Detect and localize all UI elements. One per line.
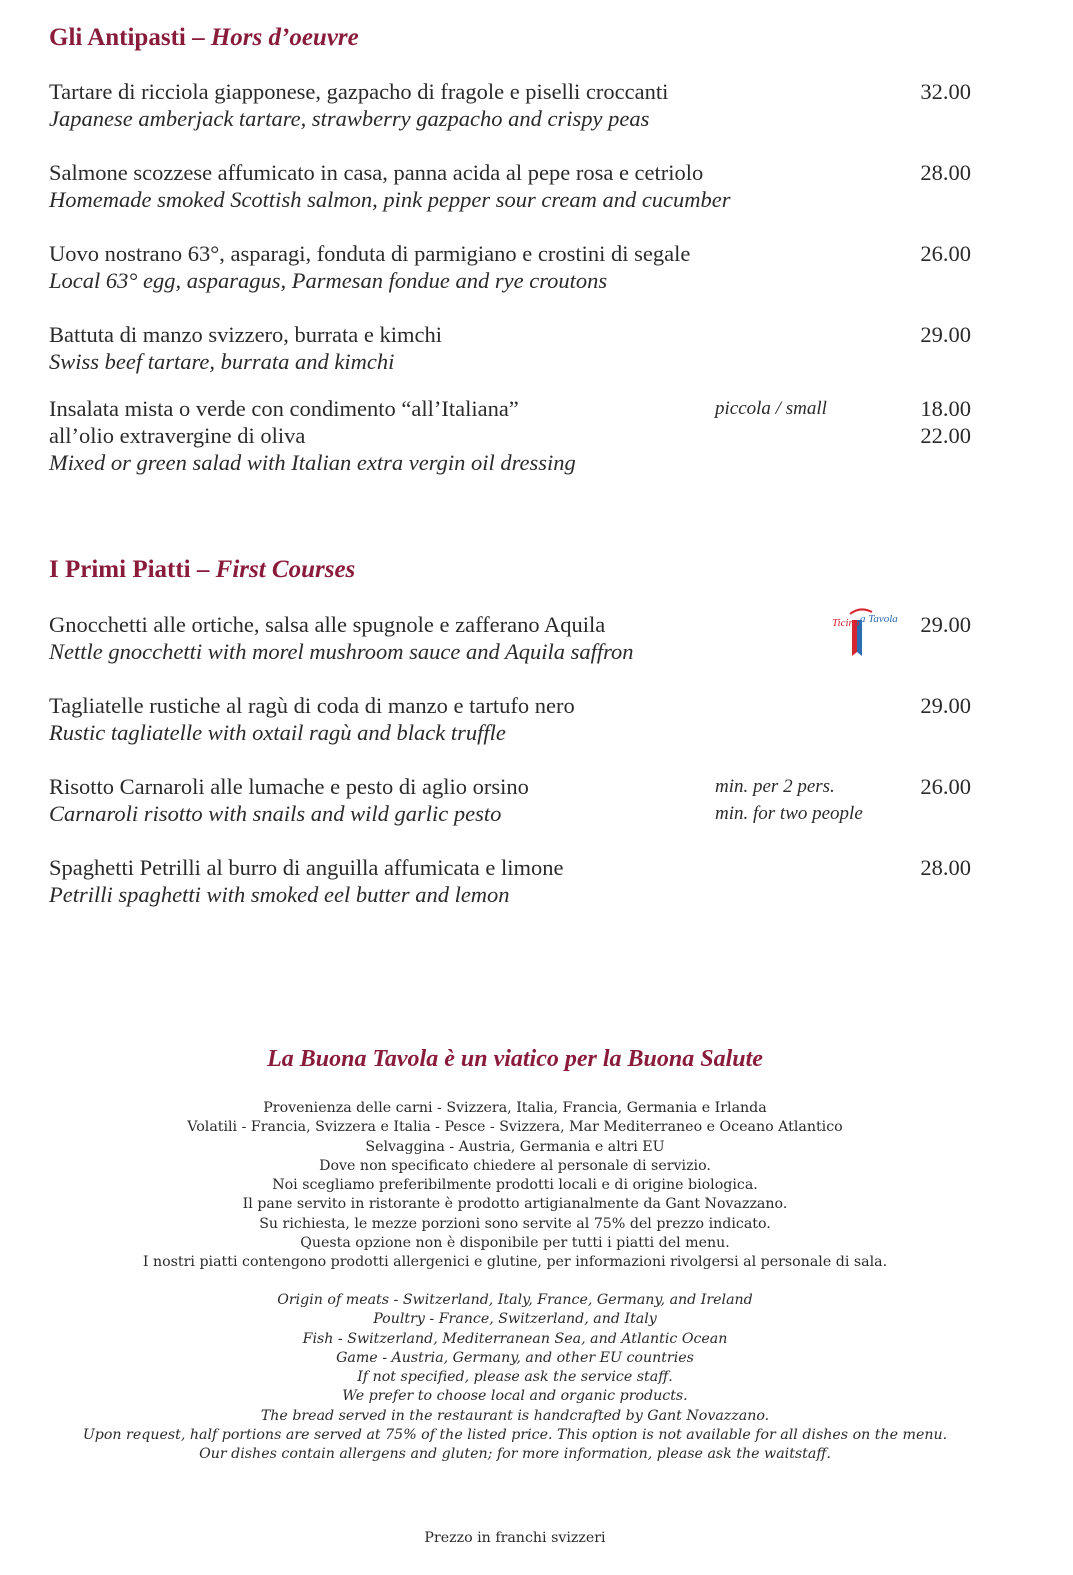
info-line: Il pane servito in ristorante è prodotto artigianalmente da Gant Novazzano. [242,1196,788,1213]
dish-name-en: Rustic tagliatelle with oxtail ragù and black truffle [49,720,506,745]
dish-name-it: Battuta di manzo svizzero, burrata e kimchi [49,322,442,347]
info-line: If not specified, please ask the service staff. [357,1369,673,1386]
dish-price: 29.00 [920,322,971,347]
primi-title [49,556,355,584]
info-line: I nostri piatti contengono prodotti allergenici e glutine, per informazioni rivolgersi al personale di sala. [142,1254,888,1271]
dish-name-it: Salmone scozzese affumicato in casa, panna acida al pepe rosa e cetriolo [49,160,704,185]
menu-item [49,240,979,294]
menu-item-salad [49,395,979,476]
info-english [0,1291,1030,1465]
info-line: Volatili - Francia, Svizzera e Italia - Pesce - Svizzera, Mar Mediterraneo e Oceano Atlantico [187,1119,843,1136]
menu-item [49,692,979,746]
dish-price: 28.00 [920,855,971,880]
dish-name-en: Petrilli spaghetti with smoked eel butter and lemon [49,882,510,907]
menu-item [49,321,979,375]
dish-price: 29.00 [920,693,971,718]
menu-item [49,611,979,665]
antipasti-title [49,24,359,52]
minimum-note-it: min. per 2 pers. [715,776,835,797]
info-line: Su richiesta, le mezze porzioni sono servite al 75% del prezzo indicato. [259,1215,771,1232]
motto-heading: La Buona Tavola è un viatico per la Buona Salute [267,1046,763,1072]
info-line: Provenienza delle carni - Svizzera, Italia, Francia, Germania e Irlanda [263,1100,767,1116]
dish-name-en: Japanese amberjack tartare, strawberry gazpacho and crispy peas [49,106,650,131]
antipasti-title-it: Gli Antipasti [49,24,186,51]
primi-title-separator: – [196,556,210,583]
info-line: Noi scegliamo preferibilmente prodotti locali e di origine biologica. [272,1177,758,1194]
dish-name-it: Uovo nostrano 63°, asparagi, fonduta di parmigiano e crostini di segale [49,241,691,266]
dish-name-en: Swiss beef tartare, burrata and kimchi [49,349,395,374]
info-line: Selvaggina - Austria, Germania e altri EU [365,1138,665,1155]
info-line: Fish - Switzerland, Mediterranean Sea, and Atlantic Ocean [302,1330,728,1347]
dish-price: 29.00 [920,612,971,637]
dish-name-it: Risotto Carnaroli alle lumache e pesto di aglio orsino [49,774,529,799]
dish-price-small: 18.00 [920,396,971,421]
antipasti-title-en: Hors d’oeuvre [210,24,359,51]
dish-name-it: Spaghetti Petrilli al burro di anguilla affumicata e limone [49,855,564,880]
dish-name-en: Mixed or green salad with Italian extra vergin oil dressing [49,450,576,475]
info-italian [0,1099,1030,1273]
info-line: Our dishes contain allergens and gluten; for more information, please ask the waitstaff. [199,1446,831,1463]
dish-price: 26.00 [920,241,971,266]
dish-price-large: 22.00 [920,423,971,448]
primi-title-en: First Courses [215,556,356,583]
info-line: Questa opzione non è disponibile per tutti i piatti del menu. [300,1235,730,1252]
currency-footer: Prezzo in franchi svizzeri [424,1530,606,1546]
dish-name-it: Gnocchetti alle ortiche, salsa alle spugnole e zafferano Aquila [49,612,606,637]
menu-item [49,773,979,827]
dish-name-en: Homemade smoked Scottish salmon, pink pepper sour cream and cucumber [49,187,731,212]
dish-name-it-line2: all’olio extravergine di oliva [49,423,306,448]
dish-name-en: Carnaroli risotto with snails and wild garlic pesto [49,801,502,826]
info-line: Poultry - France, Switzerland, and Italy [373,1311,657,1328]
portion-note: piccola / small [715,398,827,419]
menu-item [49,854,979,908]
primi-title-it: I Primi Piatti [49,556,191,583]
info-line: Origin of meats - Switzerland, Italy, France, Germany, and Ireland [277,1292,753,1308]
dish-price: 26.00 [920,774,971,799]
logo-text-line1: Ticino [832,617,860,629]
dish-price: 28.00 [920,160,971,185]
logo-text-line2: a Tavola [860,613,898,625]
info-line: Upon request, half portions are served at 75% of the listed price. This option is not available for all dishes on the menu. [82,1427,948,1444]
antipasti-title-separator: – [192,24,205,51]
dish-price: 32.00 [920,79,971,104]
info-line: Dove non specificato chiedere al personale di servizio. [319,1157,711,1174]
menu-item [49,78,979,132]
info-line: The bread served in the restaurant is handcrafted by Gant Novazzano. [260,1407,770,1424]
info-line: Game - Austria, Germany, and other EU countries [336,1349,694,1366]
dish-name-it: Tartare di ricciola giapponese, gazpacho di fragole e piselli croccanti [49,79,669,104]
dish-name-it: Insalata mista o verde con condimento “all’Italiana” [49,396,519,421]
dish-name-en: Local 63° egg, asparagus, Parmesan fondue and rye croutons [49,268,608,293]
info-line: We prefer to choose local and organic products. [342,1388,688,1405]
minimum-note-en: min. for two people [715,803,863,824]
menu-item [49,159,979,213]
dish-name-it: Tagliatelle rustiche al ragù di coda di manzo e tartufo nero [49,693,575,718]
dish-name-en: Nettle gnocchetti with morel mushroom sauce and Aquila saffron [49,639,634,664]
